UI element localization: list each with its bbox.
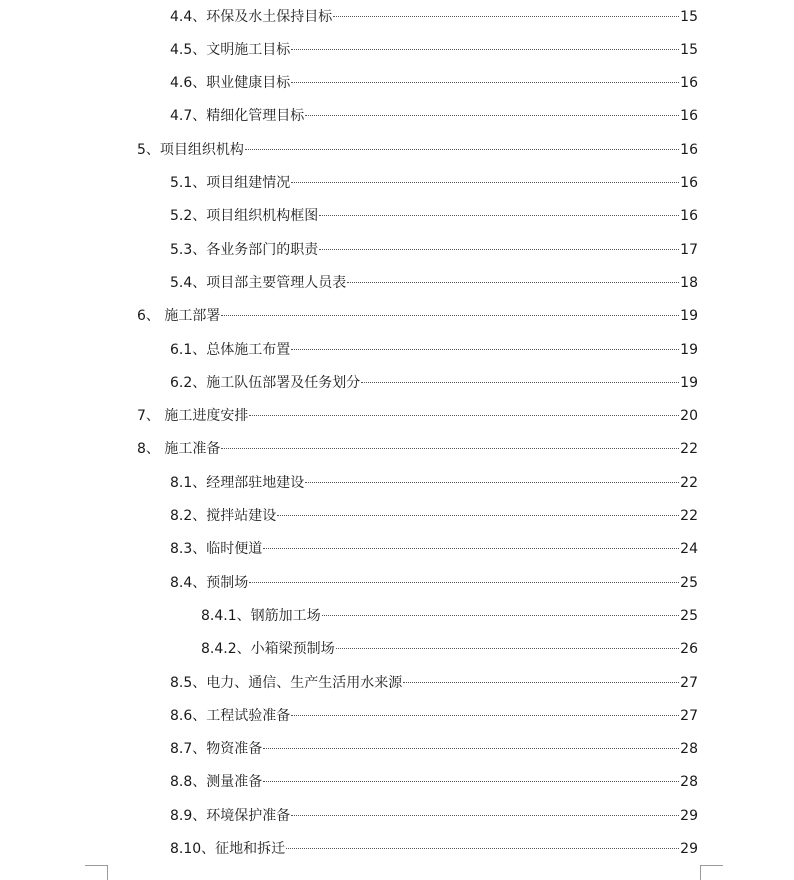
toc-entry-title: 4.4、环保及水土保持目标 (170, 9, 333, 25)
toc-entry[interactable] (170, 805, 698, 827)
toc-leader-dots (305, 482, 679, 483)
toc-entry-title: 6、 施工部署 (137, 308, 221, 324)
toc-leader-dots (286, 848, 679, 849)
toc-leader-dots (249, 582, 679, 583)
toc-leader-dots (291, 182, 679, 183)
toc-entry-title: 7、 施工进度安排 (137, 408, 249, 424)
toc-entry[interactable] (170, 572, 698, 594)
toc-leader-dots (291, 49, 679, 50)
toc-entry-title: 5.4、项目部主要管理人员表 (170, 275, 347, 291)
toc-entry[interactable] (170, 272, 698, 294)
toc-entry-page: 24 (680, 541, 698, 557)
toc-leader-dots (361, 382, 679, 383)
toc-entry-title: 8.2、搅拌站建设 (170, 508, 277, 524)
toc-entry[interactable] (170, 6, 698, 28)
toc-leader-dots (263, 781, 679, 782)
toc-entry[interactable] (170, 472, 698, 494)
toc-entry[interactable] (201, 605, 698, 627)
toc-entry-title: 5.3、各业务部门的职责 (170, 242, 319, 258)
toc-entry-page: 20 (680, 408, 698, 424)
toc-entry[interactable] (170, 72, 698, 94)
page-corner-mark-right (700, 865, 723, 880)
toc-entry-title: 8.6、工程试验准备 (170, 708, 291, 724)
toc-entry-title: 8.5、电力、通信、生产生活用水来源 (170, 675, 403, 691)
toc-entry[interactable] (170, 771, 698, 793)
toc-entry-title: 8.1、经理部驻地建设 (170, 475, 305, 491)
toc-entry-page: 17 (680, 242, 698, 258)
toc-entry[interactable] (170, 205, 698, 227)
toc-leader-dots (263, 548, 679, 549)
toc-leader-dots (291, 815, 679, 816)
toc-entry-page: 19 (680, 342, 698, 358)
toc-leader-dots (291, 349, 679, 350)
toc-entry[interactable] (137, 305, 698, 327)
toc-entry-page: 16 (680, 208, 698, 224)
toc-entry-title: 8.4.1、钢筋加工场 (201, 608, 321, 624)
toc-entry-page: 28 (680, 741, 698, 757)
toc-entry-title: 8.4.2、小箱梁预制场 (201, 641, 335, 657)
toc-entry[interactable] (170, 505, 698, 527)
toc-entry-title: 4.7、精细化管理目标 (170, 108, 305, 124)
toc-entry[interactable] (137, 438, 698, 460)
toc-entry[interactable] (170, 738, 698, 760)
toc-entry-page: 15 (680, 9, 698, 25)
toc-entry-page: 16 (680, 75, 698, 91)
toc-entry-page: 29 (680, 808, 698, 824)
toc-entry-page: 16 (680, 142, 698, 158)
toc-entry-page: 15 (680, 42, 698, 58)
toc-entry-title: 4.5、文明施工目标 (170, 42, 291, 58)
toc-entry-page: 19 (680, 308, 698, 324)
toc-entry-title: 8.10、征地和拆迁 (170, 841, 286, 857)
toc-entry-title: 5、项目组织机构 (137, 142, 244, 158)
toc-entry[interactable] (137, 405, 698, 427)
toc-entry[interactable] (170, 672, 698, 694)
toc-entry[interactable] (170, 39, 698, 61)
toc-entry[interactable] (170, 105, 698, 127)
toc-entry-page: 19 (680, 375, 698, 391)
toc-entry-title: 8.7、物资准备 (170, 741, 263, 757)
toc-leader-dots (291, 715, 679, 716)
toc-leader-dots (277, 515, 679, 516)
toc-entry-page: 27 (680, 708, 698, 724)
toc-leader-dots (319, 215, 679, 216)
toc-entry-title: 6.1、总体施工布置 (170, 342, 291, 358)
toc-leader-dots (305, 115, 679, 116)
toc-entry[interactable] (170, 838, 698, 860)
toc-leader-dots (336, 648, 680, 649)
toc-entry[interactable] (170, 172, 698, 194)
toc-entry[interactable] (137, 139, 698, 161)
toc-entry-page: 16 (680, 108, 698, 124)
toc-entry-title: 5.2、项目组织机构框图 (170, 208, 319, 224)
toc-entry[interactable] (201, 638, 698, 660)
toc-entry[interactable] (170, 372, 698, 394)
toc-entry-title: 8.8、测量准备 (170, 774, 263, 790)
toc-entry-title: 4.6、职业健康目标 (170, 75, 291, 91)
toc-entry-title: 8.9、环境保护准备 (170, 808, 291, 824)
toc-leader-dots (245, 149, 679, 150)
page-corner-mark-left (85, 865, 108, 880)
toc-leader-dots (319, 249, 679, 250)
toc-entry[interactable] (170, 339, 698, 361)
toc-leader-dots (333, 16, 679, 17)
toc-entry[interactable] (170, 239, 698, 261)
toc-entry[interactable] (170, 705, 698, 727)
toc-entry-page: 18 (680, 275, 698, 291)
toc-entry-page: 27 (680, 675, 698, 691)
toc-entry-title: 5.1、项目组建情况 (170, 175, 291, 191)
toc-entry[interactable] (170, 538, 698, 560)
toc-entry-page: 25 (680, 575, 698, 591)
toc-entry-page: 26 (680, 641, 698, 657)
toc-leader-dots (322, 615, 680, 616)
toc-entry-title: 8.4、预制场 (170, 575, 249, 591)
toc-entry-page: 29 (680, 841, 698, 857)
toc-entry-page: 28 (680, 774, 698, 790)
toc-leader-dots (221, 315, 679, 316)
toc-leader-dots (221, 448, 679, 449)
toc-entry-title: 8、 施工准备 (137, 441, 221, 457)
toc-entry-title: 8.3、临时便道 (170, 541, 263, 557)
toc-leader-dots (249, 415, 679, 416)
toc-leader-dots (263, 748, 679, 749)
toc-leader-dots (291, 82, 679, 83)
toc-entry-page: 22 (680, 441, 698, 457)
toc-entry-page: 22 (680, 508, 698, 524)
toc-leader-dots (347, 282, 679, 283)
toc-entry-title: 6.2、施工队伍部署及任务划分 (170, 375, 361, 391)
toc-entry-page: 25 (680, 608, 698, 624)
toc-entry-page: 22 (680, 475, 698, 491)
toc-entry-page: 16 (680, 175, 698, 191)
toc-leader-dots (403, 682, 679, 683)
